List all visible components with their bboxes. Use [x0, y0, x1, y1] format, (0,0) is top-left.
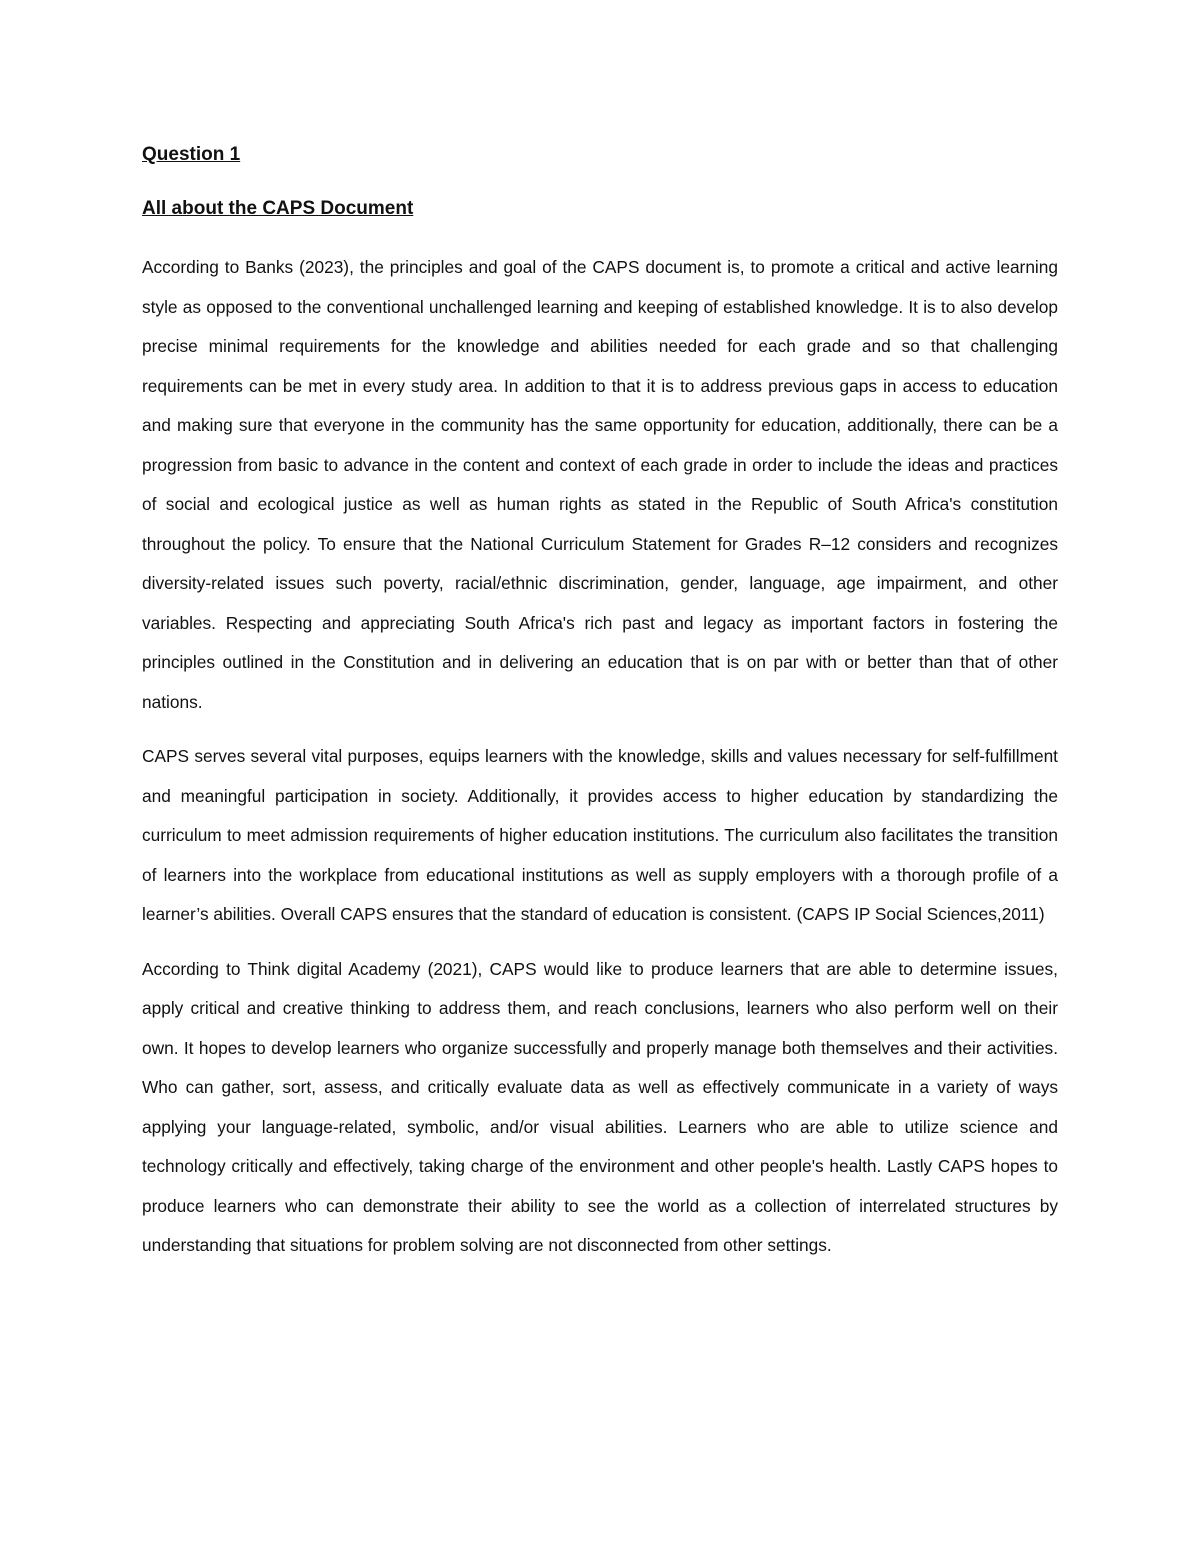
paragraph-purposes: CAPS serves several vital purposes, equips learners with the knowledge, skills and values necessary for self-fulfillment and meaningful participation in society. Additionally, it provides access to higher education by standardizing the curriculum to meet admission requirements of higher education institutions. The curriculum also facilitates the transition of learners into the workplace from educational institutions as well as supply employers with a thorough profile of a learner’s abilities. Overall CAPS ensures that the standard of education is consistent. (CAPS IP Social Sciences,2011): [142, 746, 1058, 924]
question-heading: Question 1: [142, 144, 241, 165]
paragraph-principles: According to Banks (2023), the principles and goal of the CAPS document is, to promote a critical and active learning style as opposed to the conventional unchallenged learning and keeping of established knowledge. It is to also develop precise minimal requirements for the knowledge and abilities needed for each grade and so that challenging requirements can be met in every study area. In addition to that it is to address previous gaps in access to education and making sure that everyone in the community has the same opportunity for education, additionally, there can be a progression from basic to advance in the content and context of each grade in order to include the ideas and practices of social and ecological justice as well as human rights as stated in the Republic of South Africa's constitution throughout the policy. To ensure that the National Curriculum Statement for Grades R–12 considers and recognizes diversity-related issues such poverty, racial/ethnic discrimination, gender, language, age impairment, and other variables. Respecting and appreciating South Africa's rich past and legacy as important factors in fostering the principles outlined in the Constitution and in delivering an education that is on par with or better than that of other nations.: [142, 257, 1058, 712]
section-heading: All about the CAPS Document: [142, 198, 414, 219]
paragraph-learner-outcomes: According to Think digital Academy (2021), CAPS would like to produce learners that are able to determine issues, apply critical and creative thinking to address them, and reach conclusions, learners who also perform well on their own. It hopes to develop learners who organize successfully and properly manage both themselves and their activities. Who can gather, sort, assess, and critically evaluate data as well as effectively communicate in a variety of ways applying your language-related, symbolic, and/or visual abilities. Learners who are able to utilize science and technology critically and effectively, taking charge of the environment and other people's health. Lastly CAPS hopes to produce learners who can demonstrate their ability to see the world as a collection of interrelated structures by understanding that situations for problem solving are not disconnected from other settings.: [142, 958, 1058, 1255]
document-body: [142, 140, 1058, 1281]
